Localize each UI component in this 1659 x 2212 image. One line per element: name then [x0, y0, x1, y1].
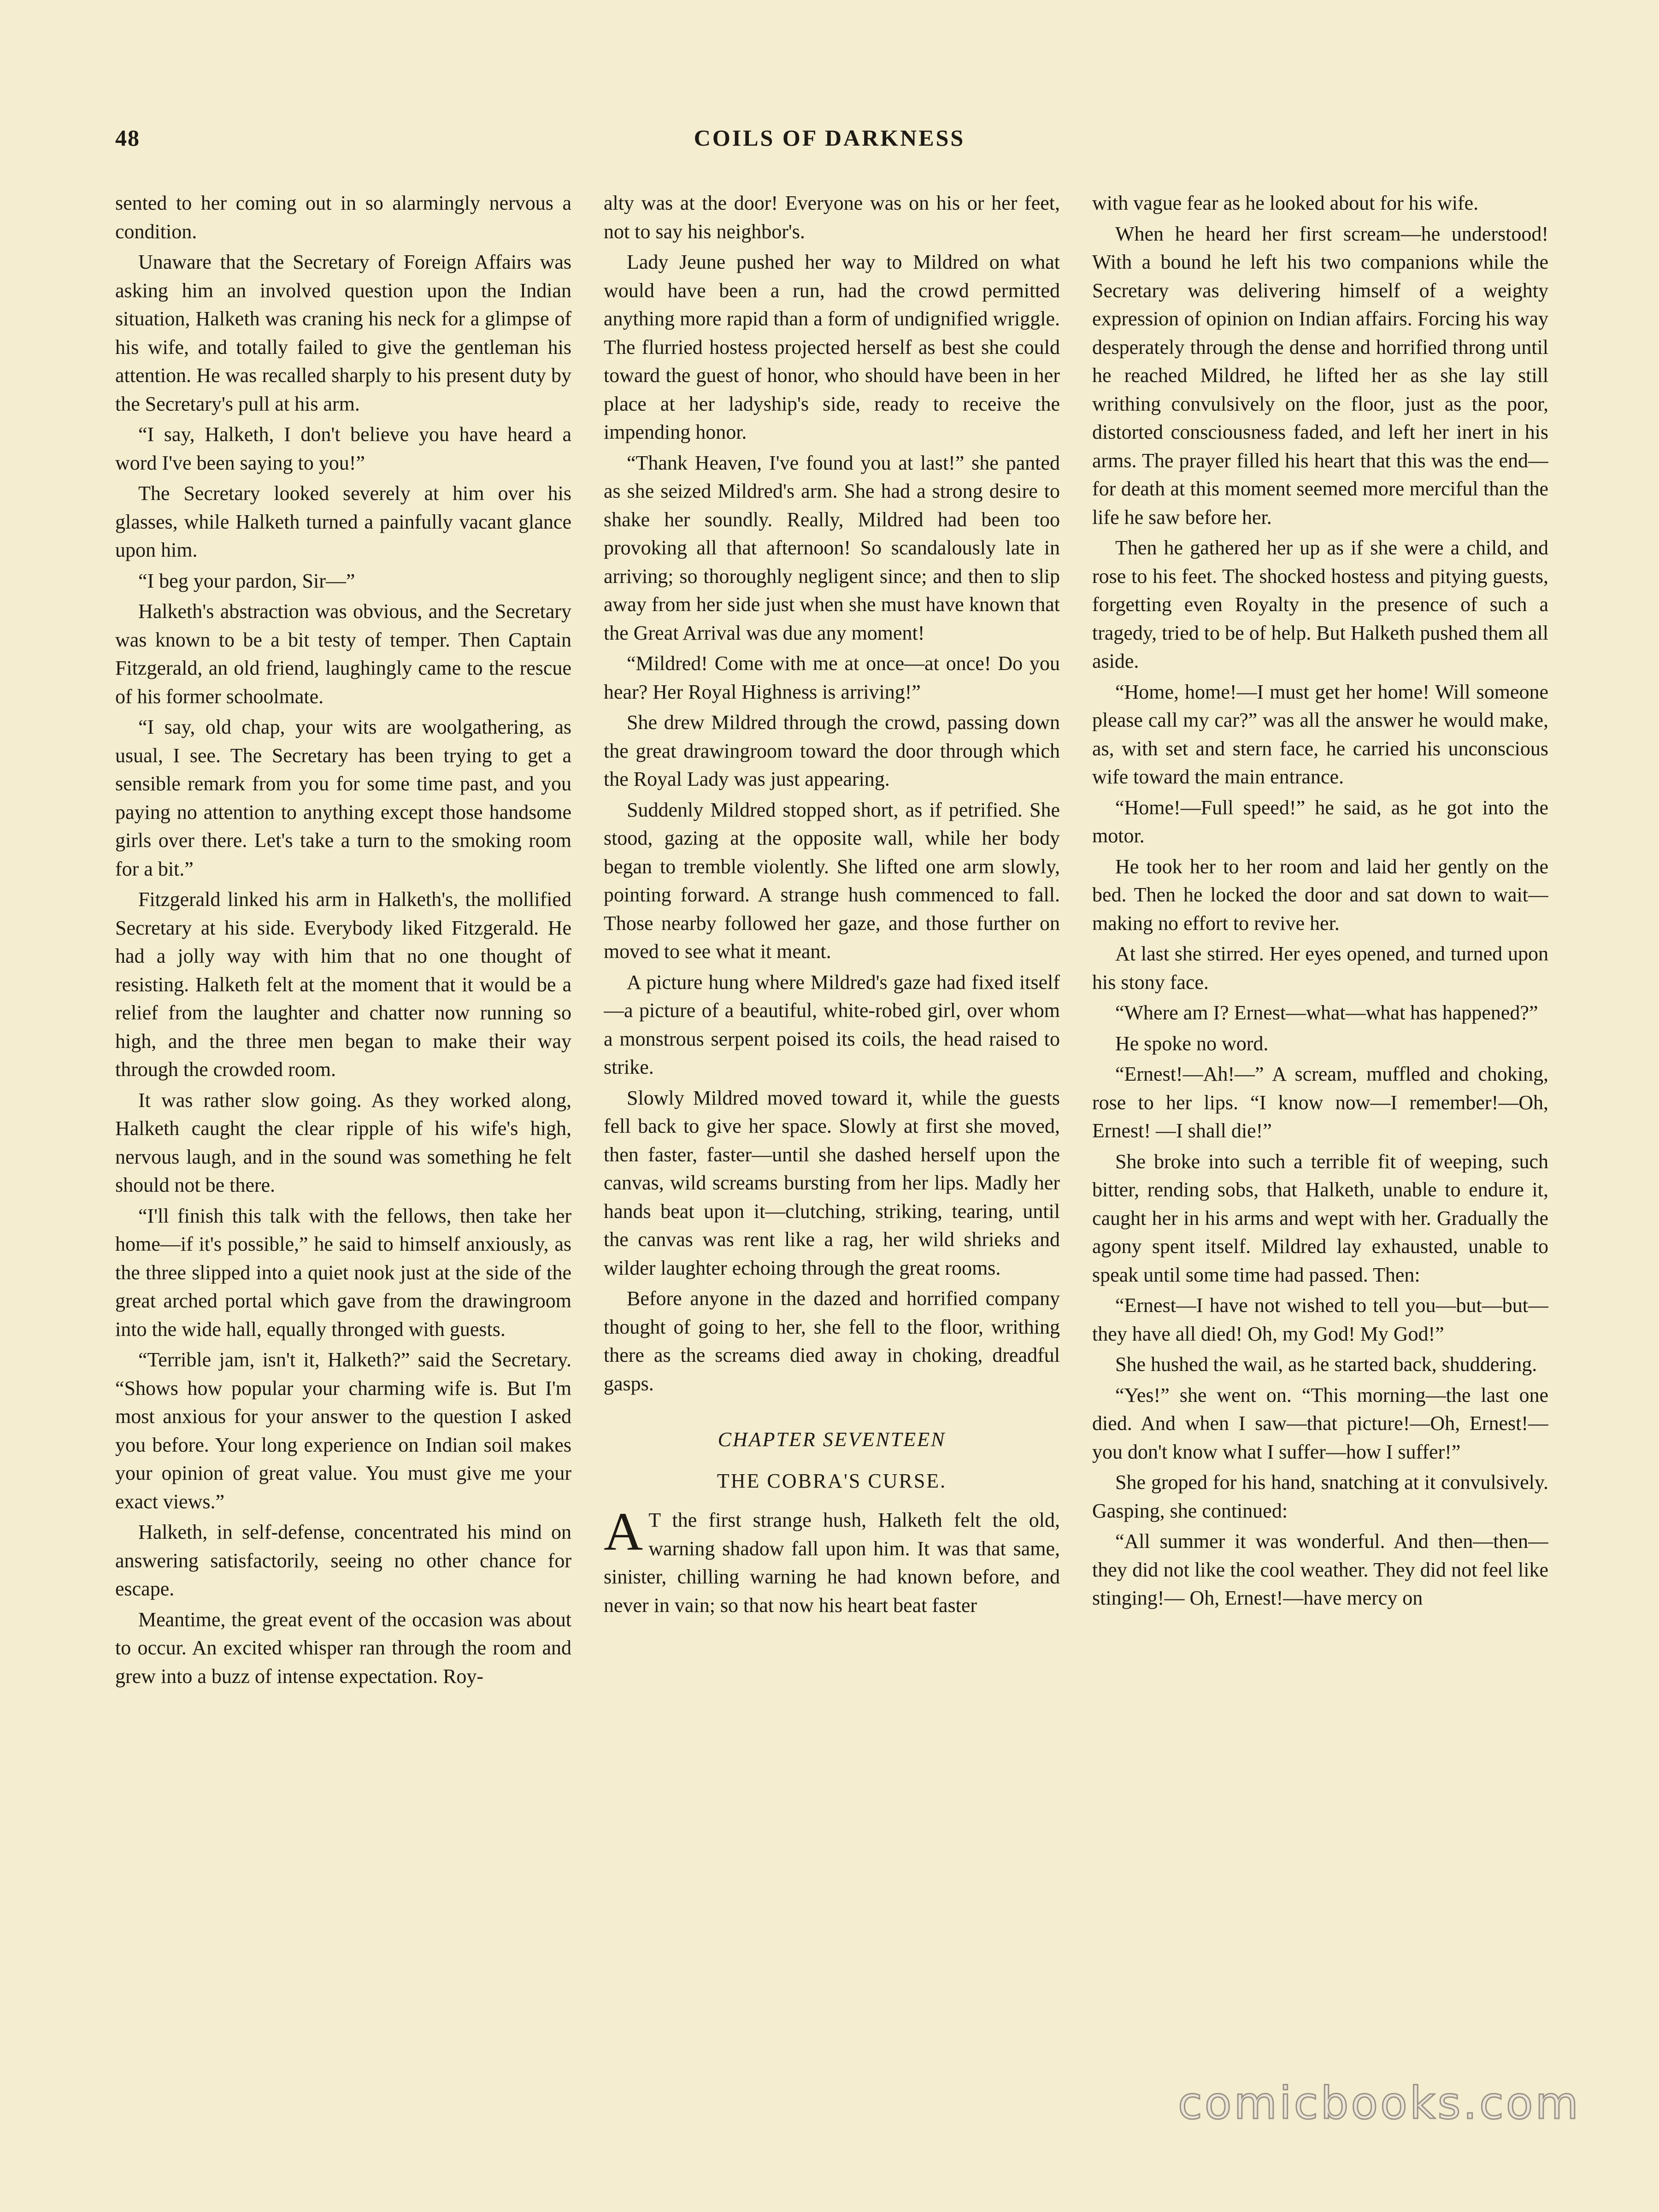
watermark: comicbooks.com [1177, 2077, 1581, 2129]
paragraph: When he heard her first scream—he understood! With a bound he left his two companions while the Secretary was delivering himself of a weighty expression of opinion on Indian affairs. Forcing his way desperately through the dense and horrified throng until he reached Mildred, he lifted her as she lay still writhing convulsively on the floor, just as the poor, distorted consciousness faded, and left her inert in his arms. The prayer filled his heart that this was the end—for death at this moment seemed more merciful than the life he saw before her. [1092, 222, 1548, 529]
chapter-opening-text: T the first strange hush, Halketh felt the old, warning shadow fall upon him. It was that same, sinister, chilling warning he had known before, and never in vain; so that now his heart beat faster [604, 1509, 1060, 1617]
paragraph: She hushed the wail, as he started back, shuddering. [1115, 1353, 1537, 1376]
paragraph: Halketh, in self-defense, concentrated his mind on answering satisfactorily, seeing no other chance for escape. [115, 1521, 571, 1600]
running-head [115, 124, 1544, 161]
text-column-1 [115, 189, 571, 2060]
paragraph: Suddenly Mildred stopped short, as if petrified. She stood, gazing at the opposite wall, while her body began to tremble violently. She lifted one arm slowly, pointing forward. A strange hush commenced to fall. Those nearby followed her gaze, and those further on moved to see what it meant. [604, 798, 1060, 963]
page-number: 48 [115, 125, 140, 151]
paragraph: “I say, Halketh, I don't believe you have heard a word I've been saying to you!” [115, 423, 571, 474]
paragraph: “I beg your pardon, Sir—” [138, 569, 355, 592]
chapter-opening-paragraph [604, 1501, 1060, 1619]
paragraph: sented to her coming out in so alarmingly nervous a condition. [115, 192, 571, 243]
paragraph: “Home, home!—I must get her home! Will someone please call my car?” was all the answer he would make, as, with set and stern face, he carried his unconscious wife toward the main entrance. [1092, 680, 1548, 788]
paragraph: Lady Jeune pushed her way to Mildred on what would have been a run, had the crowd permitted anything more rapid than a form of undignified wriggle. The flurried hostess projected herself as best she could toward the guest of honor, who should have been in her place at her ladyship's side, ready to receive the impending honor. [604, 251, 1060, 443]
paragraph: “Thank Heaven, I've found you at last!” she panted as she seized Mildred's arm. She had a strong desire to shake her soundly. Really, Mildred had been too provoking all that afternoon! So scandalously late in arriving; so thoroughly negligent since; and then to slip away from her side just when she must have known that the Great Arrival was due any moment! [604, 451, 1060, 644]
drop-cap: A [604, 1501, 643, 1562]
paragraph: “Where am I? Ernest—what—what has happened?” [1115, 1001, 1538, 1024]
paragraph: “I'll finish this talk with the fellows, then take her home—if it's possible,” he said to himself anxiously, as the three slipped into a quiet nook just at the side of the great arched portal which gave from the drawingroom into the wide hall, equally thronged with guests. [115, 1204, 571, 1341]
paragraph: Then he gathered her up as if she were a child, and rose to his feet. The shocked hostess and pitying guests, forgetting even Royalty in the presence of such a tragedy, tried to be of help. But Halketh pushed them all aside. [1092, 536, 1548, 672]
running-title: COILS OF DARKNESS [694, 125, 965, 151]
paragraph: He took her to her room and laid her gently on the bed. Then he locked the door and sat down to wait—making no effort to revive her. [1092, 855, 1548, 935]
paragraph: “Mildred! Come with me at once—at once! Do you hear? Her Royal Highness is arriving!” [604, 652, 1060, 703]
paragraph: “I say, old chap, your wits are woolgathering, as usual, I see. The Secretary has been trying to get a sensible remark from you for some time past, and you paying no attention to anything except those handsome girls over there. Let's take a turn to the smoking room for a bit.” [115, 716, 571, 880]
paragraph: Slowly Mildred moved toward it, while the guests fell back to give her space. Slowly at first she moved, then faster, faster—until she dashed herself upon the canvas, wild screams bursting from her lips. Madly her hands beat upon it—clutching, striking, tearing, until the canvas was rent like a rag, her wild shrieks and wilder laughter echoing through the great rooms. [604, 1086, 1060, 1279]
paragraph: alty was at the door! Everyone was on his or her feet, not to say his neighbor's. [604, 192, 1060, 243]
paragraph: A picture hung where Mildred's gaze had fixed itself—a picture of a beautiful, white-robed girl, over whom a monstrous serpent poised its coils, the head raised to strike. [604, 971, 1060, 1078]
paragraph: with vague fear as he looked about for his wife. [1092, 192, 1479, 214]
paragraph: He spoke no word. [1115, 1032, 1269, 1055]
paragraph: Meantime, the great event of the occasion was about to occur. An excited whisper ran through the room and grew into a buzz of intense expectation. Roy- [115, 1608, 571, 1688]
text-columns [115, 189, 1548, 2060]
paragraph: Fitzgerald linked his arm in Halketh's, the mollified Secretary at his side. Everybody liked Fitzgerald. He had a jolly way with him that no one thought of resisting. Halketh felt at the moment that it would be a relief from the laughter and chatter now running so high, and the three men began to make their way through the crowded room. [115, 888, 571, 1081]
paragraph: The Secretary looked severely at him over his glasses, while Halketh turned a painfully vacant glance upon him. [115, 482, 571, 561]
paragraph: She drew Mildred through the crowd, passing down the great drawingroom toward the door through which the Royal Lady was just appearing. [604, 711, 1060, 790]
paragraph: Halketh's abstraction was obvious, and the Secretary was known to be a bit testy of temper. Then Captain Fitzgerald, an old friend, laughingly came to the rescue of his former schoolmate. [115, 600, 571, 708]
paragraph: “Terrible jam, isn't it, Halketh?” said the Secretary. “Shows how popular your charming wife is. But I'm most anxious for your answer to the question I asked you before. Your long experience on Indian soil makes your opinion of great value. You must give me your exact views.” [115, 1348, 571, 1513]
paragraph: She groped for his hand, snatching at it convulsively. Gasping, she continued: [1092, 1471, 1548, 1522]
text-column-2 [604, 189, 1060, 2060]
chapter-label: CHAPTER SEVENTEEN [718, 1428, 946, 1451]
paragraph: “Yes!” she went on. “This morning—the last one died. And when I saw—that picture!—Oh, Ernest!—you don't know what I suffer—how I suffer!” [1092, 1383, 1548, 1463]
paragraph: It was rather slow going. As they worked along, Halketh caught the clear ripple of his wife's high, nervous laugh, and in the sound was something he felt should not be there. [115, 1088, 571, 1196]
paragraph: “Ernest—I have not wished to tell you—but—but—they have all died! Oh, my God! My God!” [1092, 1294, 1548, 1345]
paragraph: “Ernest!—Ah!—” A scream, muffled and choking, rose to her lips. “I know now—I remember!—Oh, Ernest! —I shall die!” [1092, 1063, 1548, 1142]
paragraph: “All summer it was wonderful. And then—then—they did not like the cool weather. They did not feel like stinging!— Oh, Ernest!—have mercy on [1092, 1530, 1548, 1609]
text-column-3 [1092, 189, 1548, 2060]
paragraph: At last she stirred. Her eyes opened, and turned upon his stony face. [1092, 942, 1548, 994]
chapter-title: THE COBRA'S CURSE. [717, 1469, 947, 1492]
paragraph: “Home!—Full speed!” he said, as he got into the motor. [1092, 796, 1548, 847]
paragraph: Unaware that the Secretary of Foreign Affairs was asking him an involved question upon the Indian situation, Halketh was craning his neck for a glimpse of his wife, and totally failed to give the gentleman his attention. He was recalled sharply to his present duty by the Secretary's pull at his arm. [115, 251, 571, 415]
paragraph: She broke into such a terrible fit of weeping, such bitter, rending sobs, that Halketh, unable to endure it, caught her in his arms and wept with her. Gradually the agony spent itself. Mildred lay exhausted, unable to speak until some time had passed. Then: [1092, 1150, 1548, 1286]
paragraph: Before anyone in the dazed and horrified company thought of going to her, she fell to the floor, writhing there as the screams died away in choking, dreadful gasps. [604, 1287, 1060, 1395]
